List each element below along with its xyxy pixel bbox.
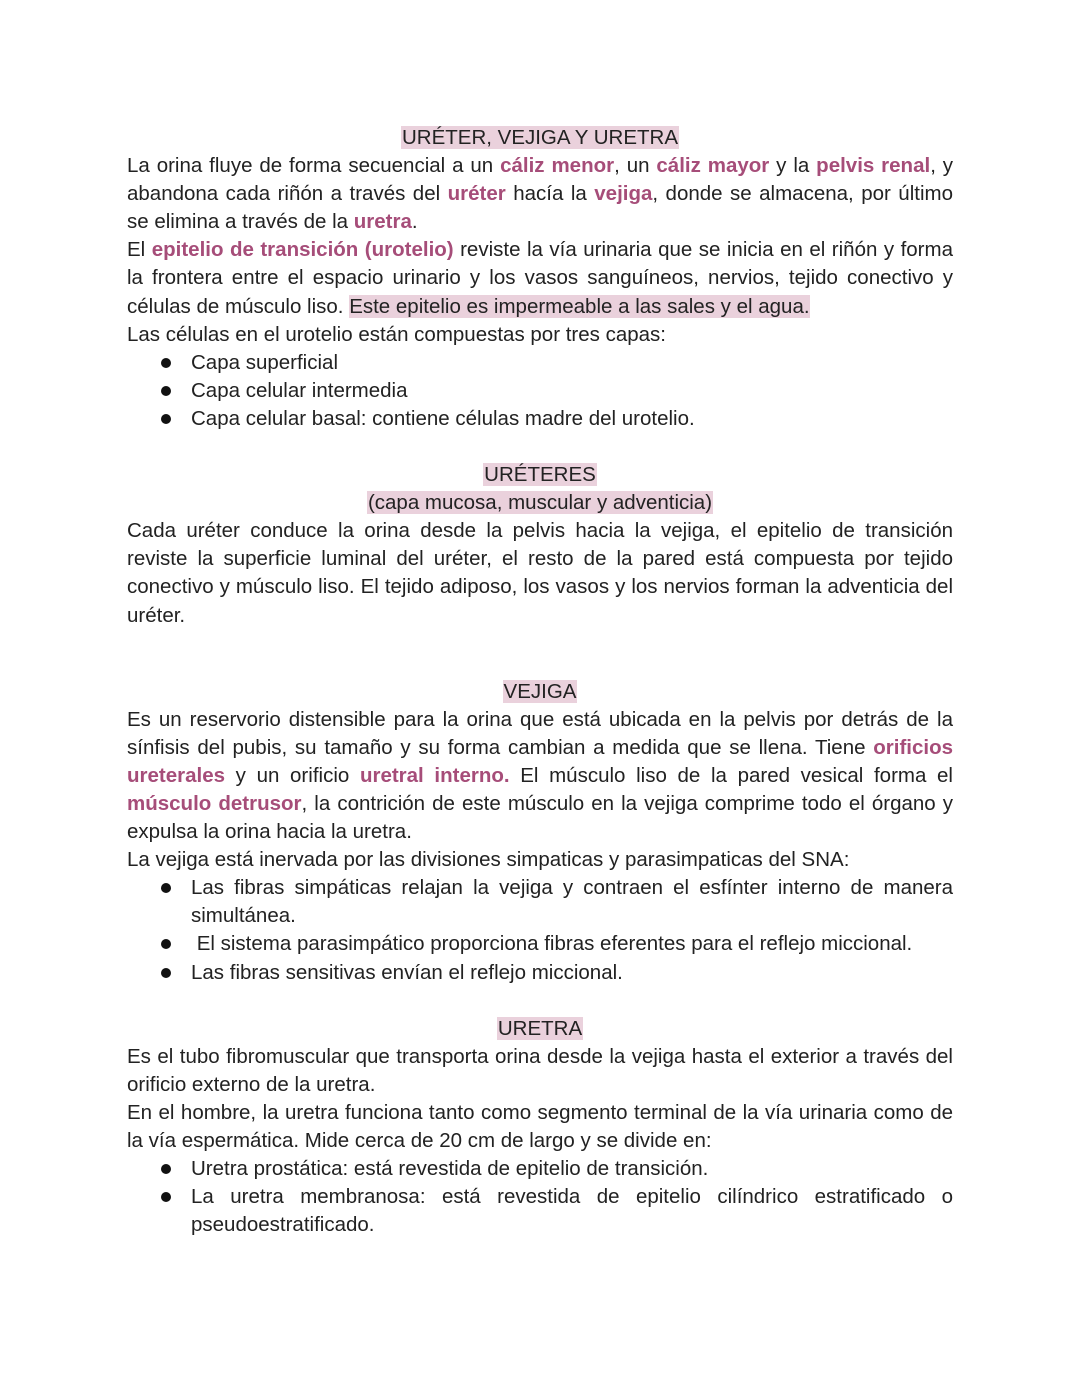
keyword: cáliz mayor xyxy=(656,154,770,178)
paragraph: Es el tubo fibromuscular que transporta orina desde la vejiga hasta el exterior a través del orificio externo de la uretra. xyxy=(127,1044,953,1096)
paragraph: El epitelio de transición (urotelio) reviste la vía urinaria que se inicia en el riñón y forma la frontera entre el espacio urinario y los vasos sanguíneos, nervios, tejido conectivo y células de músculo liso. Este epitelio es impermeable a las sales y el agua. xyxy=(127,238,953,318)
bullet-icon xyxy=(161,1192,171,1202)
list-item: La uretra membranosa: está revestida de epitelio cilíndrico estratificado o pseudoestratificado. xyxy=(127,1183,953,1239)
document-page xyxy=(127,124,953,1239)
bullet-icon xyxy=(161,968,171,978)
list-item: Capa superficial xyxy=(127,349,953,377)
spacer xyxy=(127,630,953,658)
highlighted-text: Este epitelio es impermeable a las sales y el agua. xyxy=(349,294,810,318)
section-title: URÉTER, VEJIGA Y URETRA xyxy=(401,126,679,149)
keyword: uréter xyxy=(447,182,506,206)
paragraph: Cada uréter conduce la orina desde la pelvis hacia la vejiga, el epitelio de transición reviste la superficie luminal del uréter, el resto de la pared está compuesta por tejido conectivo y músculo liso. El tejido adiposo, los vasos y los nervios forman la adventicia del uréter. xyxy=(127,519,953,627)
list-item: Capa celular intermedia xyxy=(127,377,953,405)
bullet-icon xyxy=(161,358,171,368)
bullet-icon xyxy=(161,1164,171,1174)
list-item: Las fibras sensitivas envían el reflejo miccional. xyxy=(127,959,953,987)
paragraph: La orina fluye de forma secuencial a un cáliz menor, un cáliz mayor y la pelvis renal, y abandona cada riñón a través del uréter hacía la vejiga, donde se almacena, por último se elimina a través de la uretra. xyxy=(127,154,954,234)
spacer xyxy=(127,987,953,1015)
bullet-list xyxy=(127,1155,953,1239)
bullet-list xyxy=(127,874,953,986)
paragraph: Las células en el urotelio están compuestas por tres capas: xyxy=(127,322,666,346)
keyword: epitelio de transición (urotelio) xyxy=(151,238,454,262)
bullet-icon xyxy=(161,939,171,949)
paragraph: En el hombre, la uretra funciona tanto como segmento terminal de la vía urinaria como de la vía espermática. Mide cerca de 20 cm de largo y se divide en: xyxy=(127,1100,953,1152)
list-item: Las fibras simpáticas relajan la vejiga y contraen el esfínter interno de manera simultánea. xyxy=(127,874,953,930)
keyword: pelvis renal xyxy=(816,154,931,178)
list-item: Capa celular basal: contiene células madre del urotelio. xyxy=(127,405,953,433)
spacer xyxy=(127,433,953,461)
section-subtitle: (capa mucosa, muscular y adventicia) xyxy=(367,491,713,515)
spacer xyxy=(127,658,953,678)
list-item: El sistema parasimpático proporciona fibras eferentes para el reflejo miccional. xyxy=(127,930,953,958)
keyword: uretral interno. xyxy=(359,763,510,787)
keyword: músculo detrusor xyxy=(127,791,302,815)
paragraph: La vejiga está inervada por las divisiones simpaticas y parasimpaticas del SNA: xyxy=(127,848,850,872)
bullet-icon xyxy=(161,883,171,893)
paragraph: Es un reservorio distensible para la orina que está ubicada en la pelvis por detrás de la sínfisis del pubis, su tamaño y su forma cambian a medida que se llena. Tiene orificios ureterales y un orificio uretral interno. El músculo liso de la pared vesical forma el músculo detrusor, la contrición de este músculo en la vejiga comprime todo el órgano y expulsa la orina hacia la uretra. xyxy=(127,707,954,844)
keyword: cáliz menor xyxy=(500,154,615,178)
section-title: URETRA xyxy=(497,1016,583,1040)
section-title: URÉTERES xyxy=(484,463,596,487)
keyword: uretra xyxy=(353,210,412,234)
bullet-list xyxy=(127,349,953,433)
list-item: Uretra prostática: está revestida de epitelio de transición. xyxy=(127,1155,953,1183)
keyword: orificios ureterales xyxy=(127,735,953,787)
section-title: VEJIGA xyxy=(503,679,577,703)
bullet-icon xyxy=(161,414,171,424)
keyword: vejiga xyxy=(594,182,653,206)
bullet-icon xyxy=(161,386,171,396)
